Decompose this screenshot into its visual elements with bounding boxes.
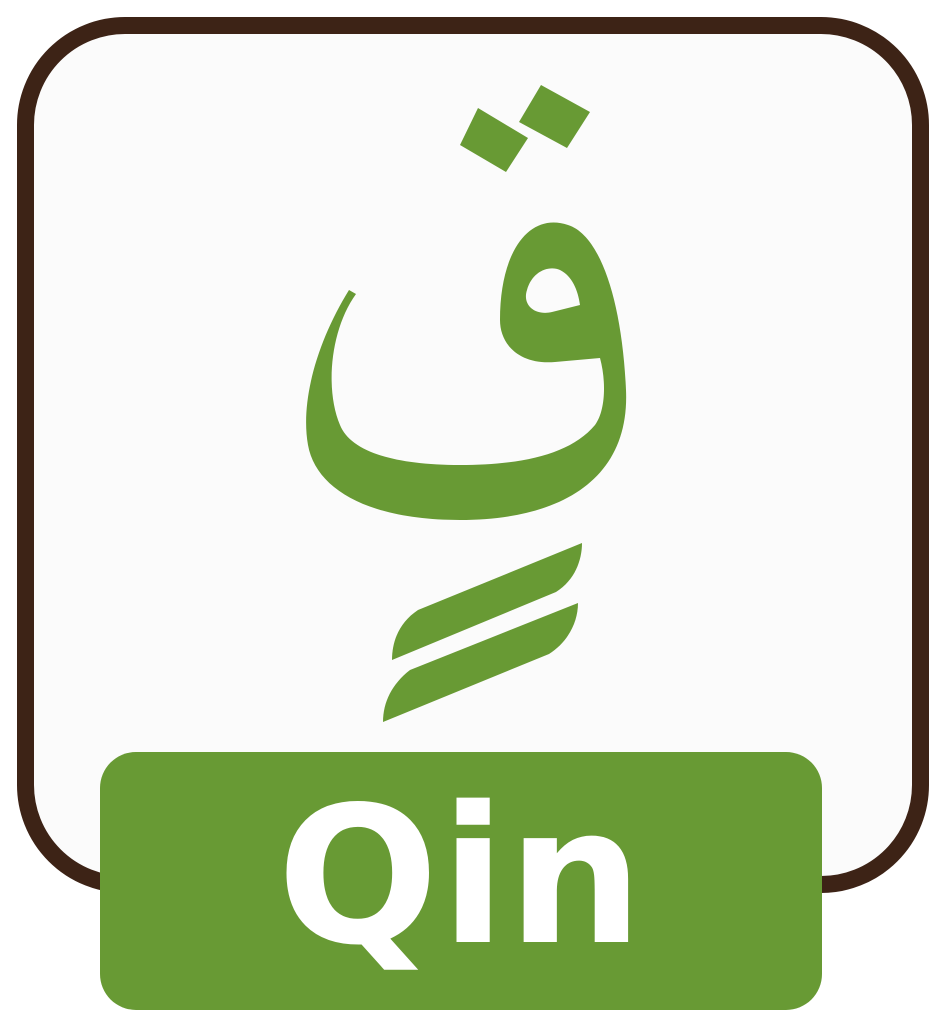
letter-dot-left: [460, 108, 528, 172]
label-banner: [100, 752, 822, 1010]
letter-body: [306, 222, 626, 520]
letter-dot-right: [519, 85, 590, 148]
label-text: Qin: [277, 766, 645, 987]
